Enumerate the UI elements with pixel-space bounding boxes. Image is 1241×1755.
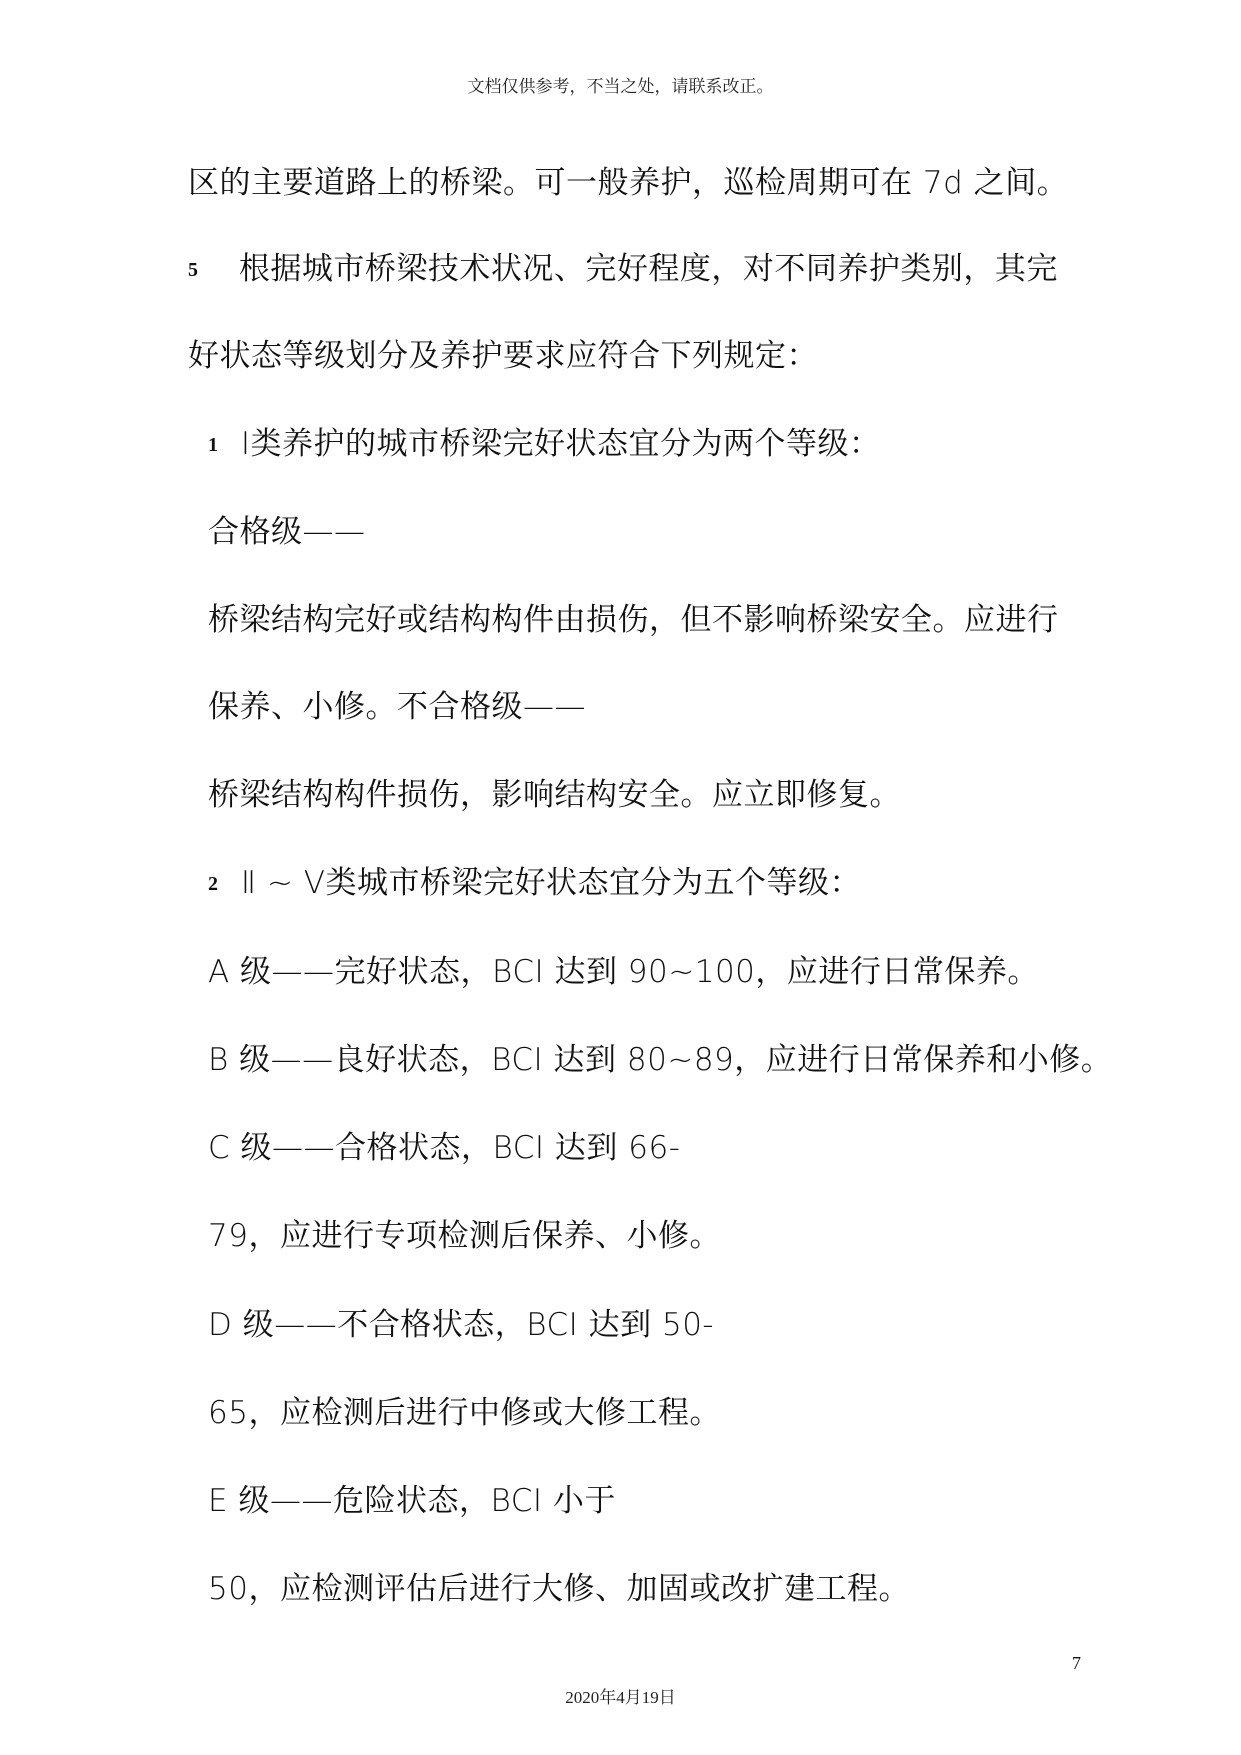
grade-c-line-2: 79，应进行专项检测后保养、小修。 (208, 1218, 721, 1254)
grade-d-line-2: 65，应检测后进行中修或大修工程。 (208, 1395, 721, 1431)
page-header: 文档仅供参考，不当之处，请联系改正。 (467, 77, 774, 97)
item-1-text: Ⅰ类养护的城市桥梁完好状态宜分为两个等级： (240, 426, 881, 462)
clause-5 (188, 243, 1058, 288)
body-line-8: 桥梁结构构件损伤，影响结构安全。应立即修复。 (208, 777, 901, 813)
clause-number: 5 (188, 259, 199, 281)
body-line-6: 桥梁结构完好或结构构件由损伤，但不影响桥梁安全。应进行 (208, 602, 1059, 638)
grade-a-line: A 级——完好状态，BCI 达到 90~100，应进行日常保养。 (208, 954, 1039, 990)
page-footer-date: 2020年4月19日 (565, 1688, 676, 1707)
grade-d-line-1: D 级——不合格状态，BCI 达到 50- (208, 1307, 715, 1343)
item-2-text: Ⅱ ~ Ⅴ类城市桥梁完好状态宜分为五个等级： (240, 865, 862, 901)
body-line-7: 保养、小修。不合格级—— (208, 689, 586, 725)
page-number: 7 (1072, 1653, 1081, 1673)
body-line-3: 好状态等级划分及养护要求应符合下列规定： (188, 338, 818, 374)
body-line-1: 区的主要道路上的桥梁。可一般养护，巡检周期可在 7d 之间。 (188, 165, 1069, 201)
grade-c-line-1: C 级——合格状态，BCI 达到 66- (208, 1130, 681, 1166)
grade-e-line-2: 50，应检测评估后进行大修、加固或改扩建工程。 (208, 1571, 910, 1607)
body-line-5: 合格级—— (208, 514, 366, 550)
item-1 (208, 418, 881, 463)
item-number: 2 (208, 873, 219, 895)
clause-5-text: 根据城市桥梁技术状况、完好程度，对不同养护类别，其完 (238, 251, 1058, 287)
item-2 (208, 857, 861, 902)
grade-b-line: B 级——良好状态，BCI 达到 80~89，应进行日常保养和小修。 (208, 1042, 1113, 1078)
item-number: 1 (208, 434, 219, 456)
grade-e-line-1: E 级——危险状态，BCI 小于 (208, 1483, 616, 1519)
